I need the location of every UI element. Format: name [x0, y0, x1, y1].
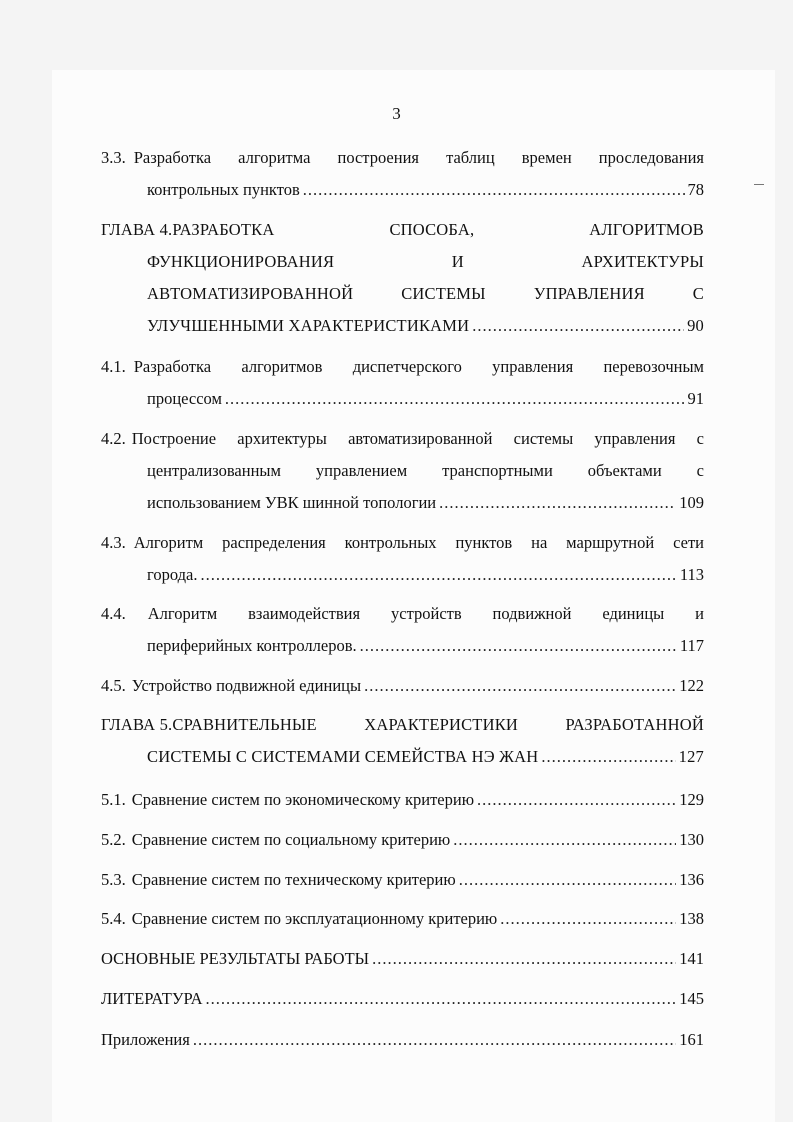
dot-leader [364, 670, 676, 702]
toc-entry-3-3[interactable] [101, 142, 704, 206]
toc-page-number: 122 [679, 676, 704, 695]
toc-entry-title-line: ФУНКЦИОНИРОВАНИЯ И АРХИТЕКТУРЫ [147, 252, 704, 271]
toc-entry-number: 5.3. [101, 870, 126, 889]
toc-entry-title-line: Сравнение систем по эксплуатационному критерию [131, 909, 498, 928]
dot-leader [303, 174, 685, 206]
toc-entry-title-line: РАЗРАБОТКА СПОСОБА, АЛГОРИТМОВ [172, 220, 704, 239]
dot-leader [193, 1024, 676, 1056]
toc-page-number: 91 [687, 389, 704, 408]
toc-entry-title-line: Разработка алгоритмов диспетчерского управления перевозочным [133, 357, 704, 376]
toc-entry-literature[interactable] [101, 983, 704, 1015]
toc-entry-number: 4.4. [101, 604, 126, 623]
toc-page-number: 90 [687, 316, 704, 335]
toc-entry-title-line: использованием УВК шинной топологии [147, 493, 437, 512]
toc-entry-title-line: Сравнение систем по техническому критерию [131, 870, 456, 889]
toc-entry-number: 4.2. [101, 429, 126, 448]
dot-leader [453, 824, 676, 856]
dot-leader [439, 487, 676, 519]
toc-entry-number: 4.3. [101, 533, 126, 552]
dot-leader [500, 903, 676, 935]
dot-leader [472, 310, 684, 342]
toc-entry-number: 5.4. [101, 909, 126, 928]
toc-entry-results[interactable] [101, 943, 704, 975]
toc-page-number: 129 [679, 790, 704, 809]
dot-leader [541, 741, 675, 773]
toc-page-number: 113 [679, 565, 704, 584]
toc-entry-5-1[interactable] [101, 784, 704, 816]
toc-entry-5-2[interactable] [101, 824, 704, 856]
toc-entry-title-line: СРАВНИТЕЛЬНЫЕ ХАРАКТЕРИСТИКИ РАЗРАБОТАННОЙ [172, 715, 704, 734]
toc-entry-title-line: Алгоритм взаимодействия устройств подвижной единицы и [147, 604, 704, 623]
toc-page-number: 136 [679, 870, 704, 889]
dot-leader [372, 943, 676, 975]
dot-leader [225, 383, 685, 415]
toc-entry-title-line: Алгоритм распределения контрольных пунктов на маршрутной сети [133, 533, 704, 552]
toc-entry-title-line: контрольных пунктов [147, 180, 300, 199]
toc-entry-number: 3.3. [101, 148, 126, 167]
toc-entry-title-line: АВТОМАТИЗИРОВАННОЙ СИСТЕМЫ УПРАВЛЕНИЯ С [147, 284, 704, 303]
toc-entry-chapter-5[interactable] [101, 709, 704, 773]
toc-page-number: 138 [679, 909, 704, 928]
toc-entry-title-line: ЛИТЕРАТУРА [101, 989, 203, 1008]
toc-page-number: 141 [679, 949, 704, 968]
toc-entry-title-line: Сравнение систем по экономическому критерию [131, 790, 475, 809]
toc-entry-title-line: Сравнение систем по социальному критерию [131, 830, 451, 849]
toc-page-number: 161 [679, 1030, 704, 1049]
toc-entry-5-4[interactable] [101, 903, 704, 935]
toc-entry-4-4[interactable] [101, 598, 704, 662]
toc-entry-title-line: Построение архитектуры автоматизированной системы управления с [131, 429, 704, 448]
toc-entry-title-line: Приложения [101, 1030, 190, 1049]
toc-entry-title-line: Устройство подвижной единицы [131, 676, 362, 695]
toc-page-number: 78 [687, 180, 704, 199]
toc-entry-appendices[interactable] [101, 1024, 704, 1056]
toc-page-number: 109 [679, 493, 704, 512]
dot-leader [459, 864, 677, 896]
toc-page-number: 130 [679, 830, 704, 849]
dot-leader [360, 630, 677, 662]
page-number: 3 [392, 104, 401, 123]
toc-entry-title-line: процессом [147, 389, 222, 408]
toc-entry-4-5[interactable] [101, 670, 704, 702]
toc-entry-4-2[interactable] [101, 423, 704, 519]
toc-page-number: 145 [679, 989, 704, 1008]
toc-entry-4-1[interactable] [101, 351, 704, 415]
toc-entry-title-line: периферийных контроллеров. [147, 636, 357, 655]
dot-leader [206, 983, 677, 1015]
toc-entry-title-line: УЛУЧШЕННЫМИ ХАРАКТЕРИСТИКАМИ [147, 316, 470, 335]
toc-entry-number: 4.1. [101, 357, 126, 376]
toc-entry-number: 4.5. [101, 676, 126, 695]
margin-mark [754, 184, 764, 185]
toc-entry-title-line: ОСНОВНЫЕ РЕЗУЛЬТАТЫ РАБОТЫ [101, 949, 370, 968]
toc-entry-number: 5.1. [101, 790, 126, 809]
dot-leader [200, 559, 676, 591]
toc-entry-5-3[interactable] [101, 864, 704, 896]
toc-entry-number: ГЛАВА 5. [101, 715, 173, 734]
toc-entry-title-line: централизованным управлением транспортными объектами с [147, 461, 704, 480]
dot-leader [477, 784, 676, 816]
toc-entry-4-3[interactable] [101, 527, 704, 591]
toc-entry-chapter-4[interactable] [101, 214, 704, 342]
toc-entry-title-line: Разработка алгоритма построения таблиц времен проследования [133, 148, 704, 167]
toc-entry-title-line: города. [147, 565, 198, 584]
toc-entry-title-line: СИСТЕМЫ С СИСТЕМАМИ СЕМЕЙСТВА НЭ ЖАН [147, 747, 539, 766]
toc-page-number: 117 [679, 636, 704, 655]
toc-page-number: 127 [678, 747, 704, 766]
toc-entry-number: 5.2. [101, 830, 126, 849]
toc-entry-number: ГЛАВА 4. [101, 220, 173, 239]
